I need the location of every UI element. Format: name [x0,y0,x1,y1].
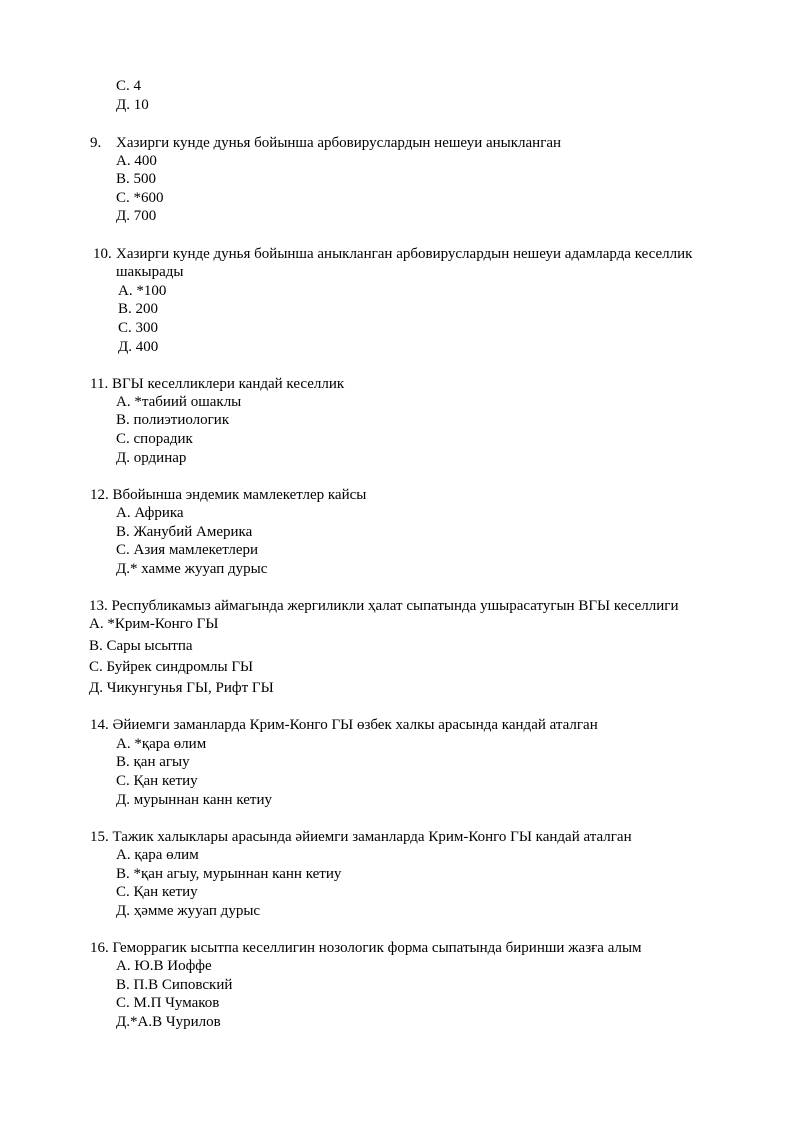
option-b: В. *қан агыу, мурыннан канн кетиу [116,866,342,882]
option-c: С. М.П Чумаков [116,995,220,1011]
option-d: Д. 400 [118,339,159,355]
question-text-continued: шакырады [116,264,184,280]
option-a: А. *Крим-Конго ГЫ [89,616,219,632]
option-b: В. Жанубий Америка [116,524,253,540]
question-15: 15. Тажик халыклары арасында әйиемги заманларда Крим-Конго ГЫ кандай аталган [90,829,632,845]
option-c: С. Азия мамлекетлери [116,542,259,558]
option-b: В. қан агыу [116,754,190,770]
question-16: 16. Геморрагик ысытпа кеселлигин нозологик форма сыпатында биринши жазға алым [90,940,642,956]
option-b: В. Сары ысытпа [89,638,193,654]
question-text: Хазирги кунде дунья бойынша арбовируслардын нешеуи аныкланган [116,135,562,151]
option-c: С. *600 [116,190,164,206]
option-d: Д. 700 [116,208,157,224]
option-a: А. қара өлим [116,847,199,863]
option-d: Д.* хамме жууап дурыс [116,561,268,577]
option-d: Д. Чикунгунья ГЫ, Рифт ГЫ [89,680,274,696]
option-a: А. Ю.В Иоффе [116,958,212,974]
option-a: А. *табиий ошаклы [116,394,242,410]
option-c: С. 300 [118,320,159,336]
question-text: Хазирги кунде дунья бойынша аныкланган арбовируслардын нешеуи адамларда кеселлик [116,246,693,262]
question-13: 13. Республикамыз аймагында жергиликли ҳалат сыпатында ушырасатугын ВГЫ кеселлиги [89,598,679,614]
option-c: С. 4 [116,78,142,94]
option-a: А. Африка [116,505,184,521]
option-b: В. П.В Сиповский [116,977,233,993]
option-d: Д. ҳәмме жууап дурыс [116,903,261,919]
question-12: 12. Вбойынша эндемик мамлекетлер кайсы [90,487,367,503]
question-11: 11. ВГЫ кеселликлери кандай кеселлик [90,376,345,392]
question-10 [93,245,692,263]
option-d: Д. ординар [116,450,187,466]
option-c: С. Қан кетиу [116,884,198,900]
question-9 [90,134,561,152]
option-b: В. 500 [116,171,157,187]
option-a: А. *қара өлим [116,736,207,752]
option-c: С. спорадик [116,431,193,447]
option-d: Д. мурыннан канн кетиу [116,792,272,808]
option-b: В. 200 [118,301,159,317]
option-d: Д.*А.В Чурилов [116,1014,221,1030]
option-c: С. Буйрек синдромлы ГЫ [89,659,254,675]
option-a: А. *100 [118,283,167,299]
question-number: 9. [90,135,102,151]
option-a: А. 400 [116,153,157,169]
question-14: 14. Әйиемги заманларда Крим-Конго ГЫ өзбек халкы арасында кандай аталган [90,717,598,733]
option-b: В. полиэтиологик [116,412,230,428]
option-c: С. Қан кетиу [116,773,198,789]
option-d: Д. 10 [116,97,149,113]
question-number: 10. [93,246,112,262]
